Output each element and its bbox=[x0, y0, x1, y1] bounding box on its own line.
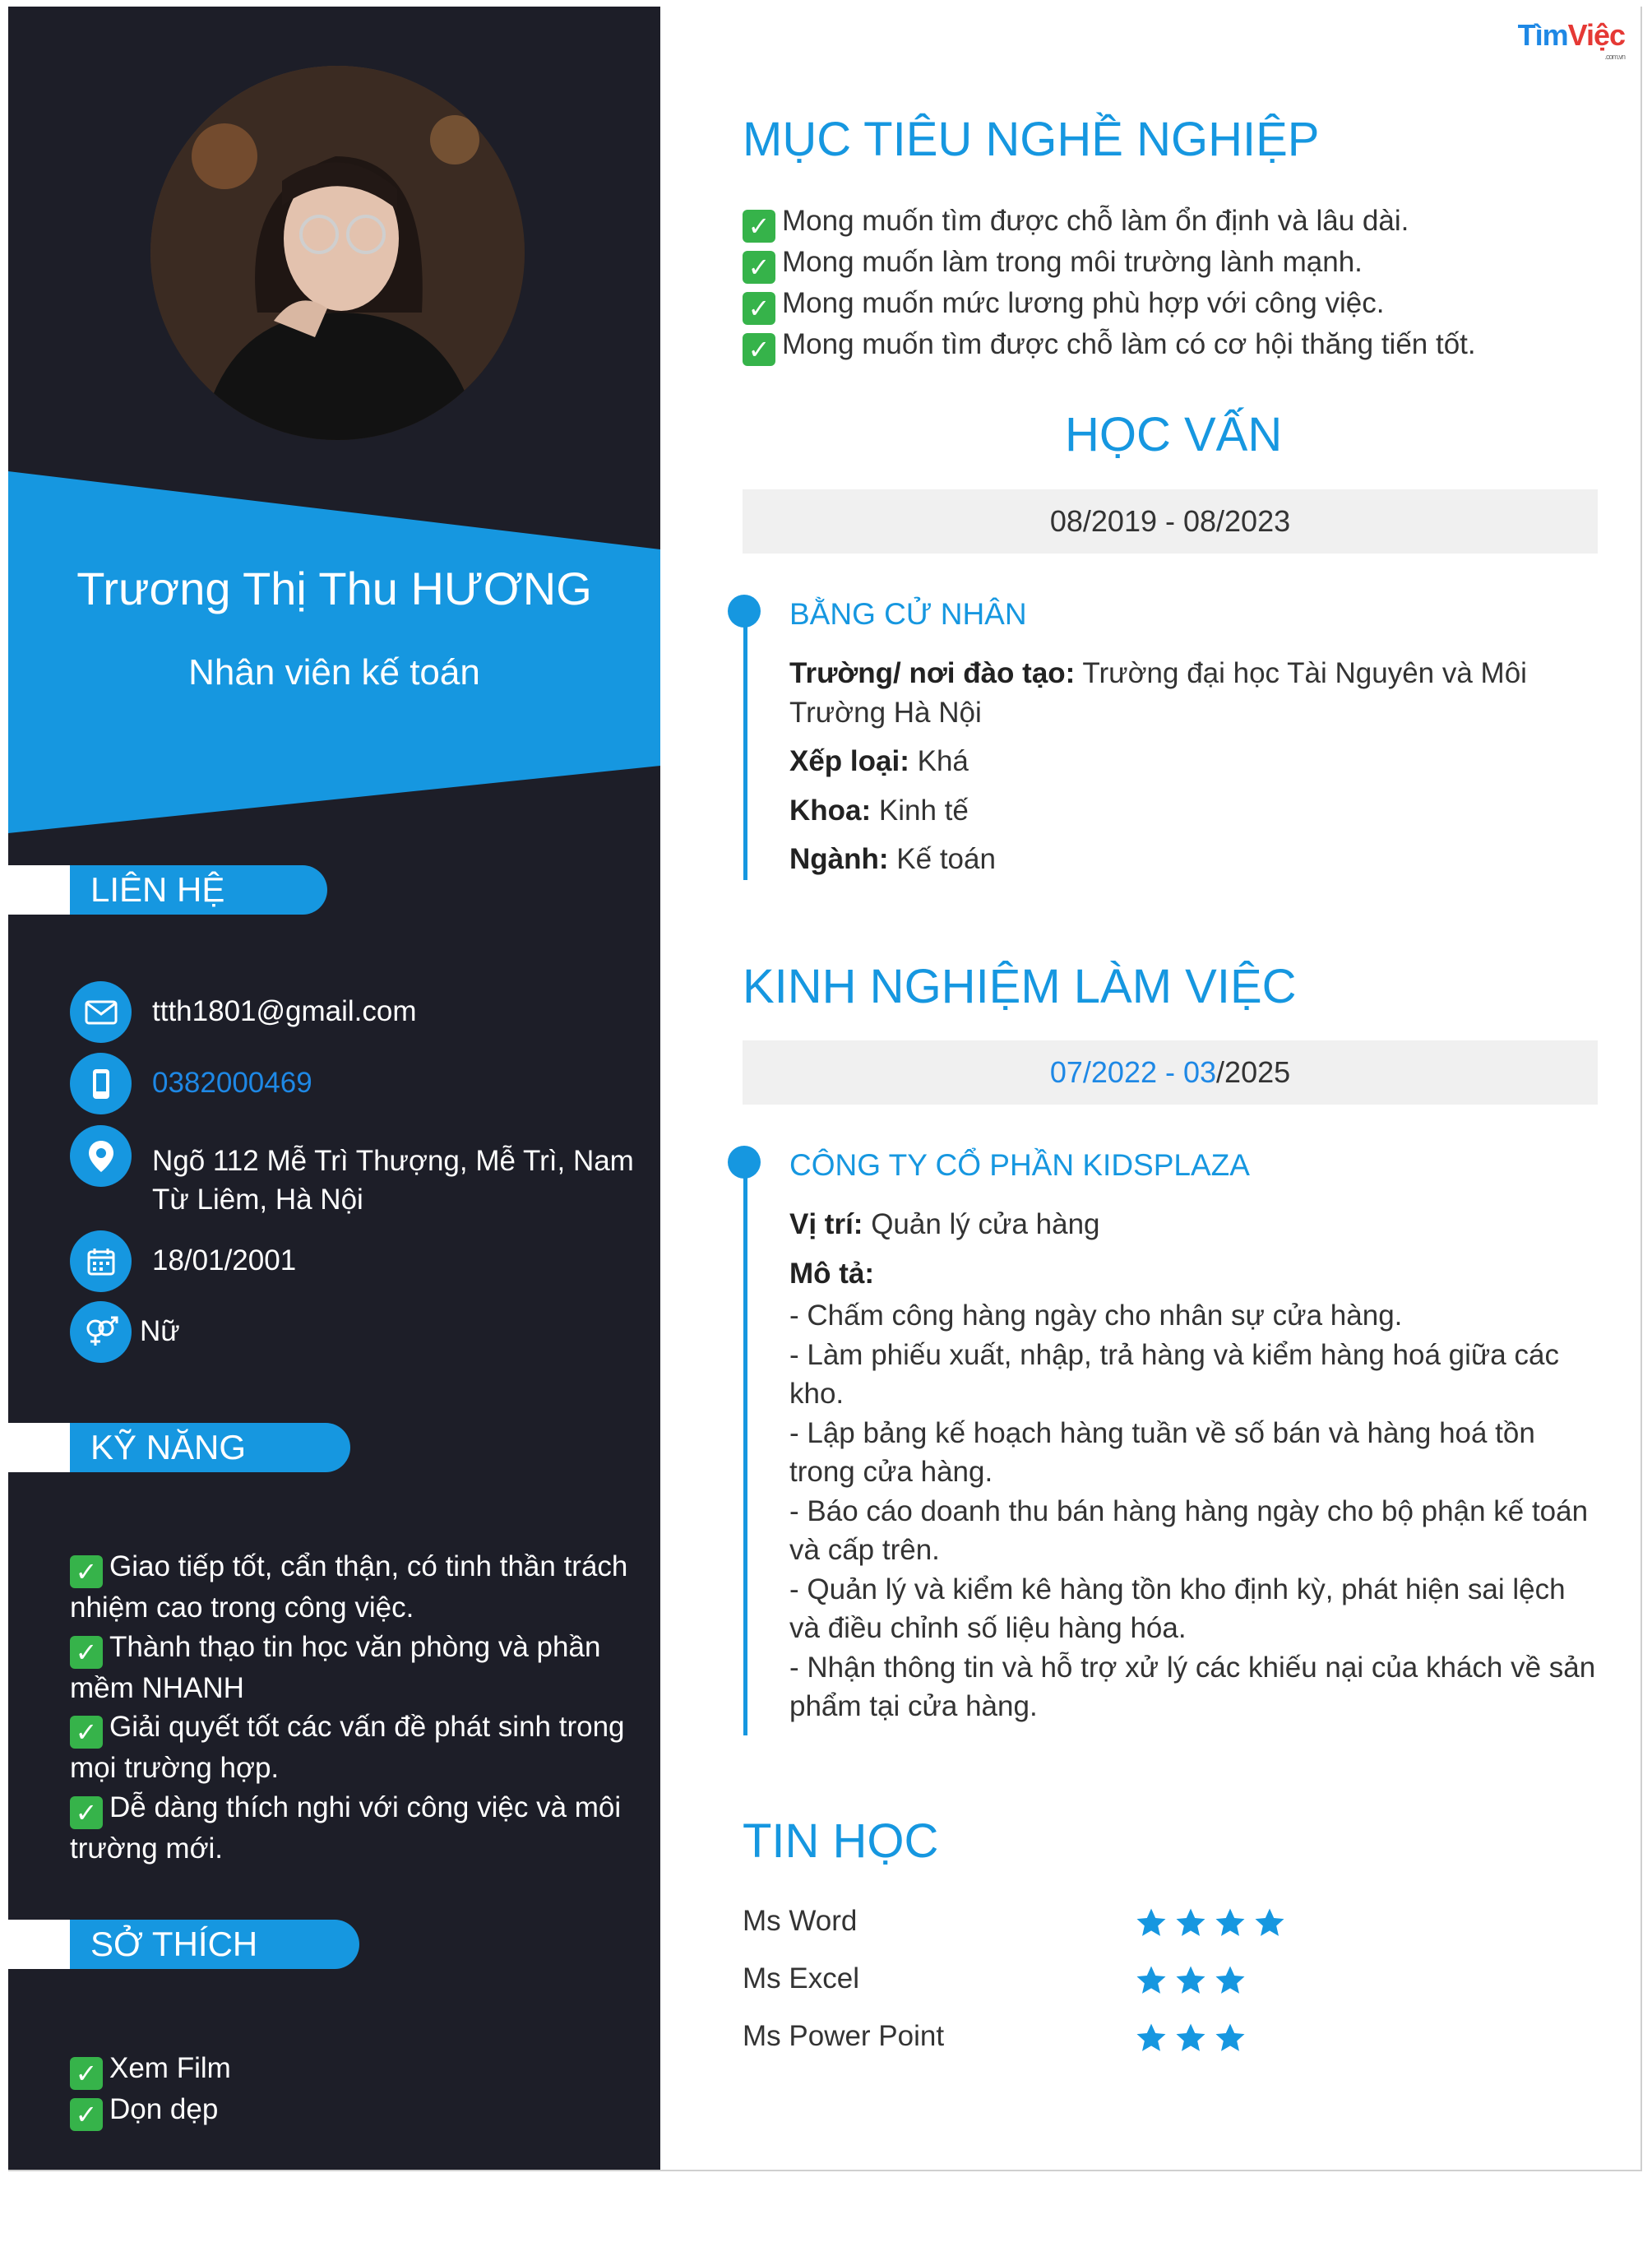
star-icon bbox=[1135, 1906, 1168, 1939]
section-contact-header bbox=[8, 865, 327, 915]
experience-company: CÔNG TY CỔ PHẦN KIDSPLAZA bbox=[789, 1148, 1250, 1182]
education-school: Trường đại học Tài Nguyên và Môi Trường Hà Nội bbox=[789, 657, 1527, 729]
contact-address-line1: Ngõ 112 Mễ Trì Thượng, Mễ Trì, Nam bbox=[152, 1145, 634, 1177]
it-skill-row bbox=[743, 2020, 944, 2053]
education-details: Trường/ nơi đào tạo: Trường đại học Tài Nguyên và Môi Trường Hà Nội Xếp loại: Khá Khoa: Kinh tế Ngành: Kế toán bbox=[789, 657, 1527, 875]
profile-photo bbox=[150, 66, 525, 440]
duty-item: - Chấm công hàng ngày cho nhân sự cửa hàng. bbox=[789, 1300, 1403, 1332]
star-icon bbox=[1174, 1906, 1207, 1939]
skills-list bbox=[70, 1547, 646, 1868]
calendar-icon bbox=[70, 1230, 132, 1292]
objective-item: ✓ Mong muốn mức lương phù hợp với công việc. bbox=[743, 284, 1476, 325]
check-icon: ✓ bbox=[70, 1716, 103, 1749]
contact-address-line2: Từ Liêm, Hà Nội bbox=[152, 1184, 363, 1216]
mail-icon bbox=[70, 981, 132, 1043]
it-skill-row bbox=[743, 1962, 859, 1995]
gender-icon bbox=[70, 1301, 132, 1363]
hobby-item: ✓ Dọn dẹp bbox=[70, 2090, 231, 2131]
skill-item: ✓ Giao tiếp tốt, cẩn thận, có tinh thần trách nhiệm cao trong công việc. bbox=[70, 1550, 628, 1624]
section-objective-title: MỤC TIÊU NGHỀ NGHIỆP bbox=[743, 113, 1320, 166]
experience-position: Quản lý cửa hàng bbox=[871, 1208, 1100, 1240]
skill-item: ✓ Thành thạo tin học văn phòng và phần mềm NHANH bbox=[70, 1630, 601, 1704]
candidate-job-title: Nhân viên kế toán bbox=[188, 652, 480, 693]
section-skills-title: KỸ NĂNG bbox=[90, 1428, 247, 1466]
it-skill-name: Ms Word bbox=[743, 1905, 858, 1937]
star-icon bbox=[1174, 1964, 1207, 1997]
star-icon bbox=[1135, 2022, 1168, 2055]
location-pin-icon bbox=[70, 1125, 132, 1187]
experience-duties bbox=[789, 1296, 1603, 1726]
check-icon: ✓ bbox=[70, 1636, 103, 1669]
star-icon bbox=[1135, 1964, 1168, 1997]
star-icon bbox=[1214, 1964, 1247, 1997]
hobbies-list bbox=[70, 2049, 231, 2131]
contact-gender: Nữ bbox=[140, 1315, 180, 1347]
duty-item: - Lập bảng kế hoạch hàng tuần về số bán và hàng hoá tồn trong cửa hàng. bbox=[789, 1416, 1535, 1488]
check-icon: ✓ bbox=[70, 1796, 103, 1829]
section-it-title: TIN HỌC bbox=[743, 1814, 939, 1868]
contact-phone[interactable]: 0382000469 bbox=[152, 1067, 312, 1099]
it-skill-rating bbox=[1135, 1964, 1247, 1997]
star-icon bbox=[1253, 1906, 1286, 1939]
check-icon: ✓ bbox=[743, 210, 775, 243]
check-icon: ✓ bbox=[743, 292, 775, 325]
section-experience-title: KINH NGHIỆM LÀM VIỆC bbox=[743, 960, 1297, 1013]
contact-dob: 18/01/2001 bbox=[152, 1244, 297, 1276]
skill-item: ✓ Giải quyết tốt các vấn đề phát sinh trong mọi trường hợp. bbox=[70, 1711, 625, 1784]
section-contact-title: LIÊN HỆ bbox=[90, 870, 225, 909]
section-skills-header bbox=[8, 1423, 350, 1472]
education-rank: Khá bbox=[917, 745, 969, 777]
section-hobbies-title: SỞ THÍCH bbox=[90, 1925, 258, 1963]
it-skill-row bbox=[743, 1905, 857, 1938]
skill-item: ✓ Dễ dàng thích nghi với công việc và môi trường mới. bbox=[70, 1791, 622, 1865]
sidebar bbox=[8, 7, 660, 2170]
section-education-title: HỌC VẤN bbox=[1065, 408, 1283, 461]
star-icon bbox=[1214, 1906, 1247, 1939]
duty-item: - Nhận thông tin và hỗ trợ xử lý các khiếu nại của khách về sản phẩm tại cửa hàng. bbox=[789, 1651, 1596, 1722]
experience-details: Vị trí: Quản lý cửa hàng Mô tả: - Chấm công hàng ngày cho nhân sự cửa hàng. - Làm phiếu xuất, nhập, trả hàng và kiểm hàng hoá giữa các kho. - Lập bảng kế hoạch hàng tuần về số bán và hàng hoá tồn trong cửa hàng. - Báo cáo doanh thu bán hàng hàng ngày cho bộ phận kế toán và cấp trên. - Quản lý và kiểm kê hàng tồn kho định kỳ, phát hiện sai lệch và điều chỉnh số liệu hàng hóa. - Nhận thông tin và hỗ trợ xử lý các khiếu nại của khách về sản phẩm tại cửa hàng. bbox=[789, 1205, 1603, 1726]
objective-item: ✓ Mong muốn tìm được chỗ làm ổn định và lâu dài. bbox=[743, 202, 1476, 243]
duty-item: - Quản lý và kiểm kê hàng tồn kho định kỳ, phát hiện sai lệch và điều chỉnh số liệu hàng hóa. bbox=[789, 1573, 1566, 1644]
check-icon: ✓ bbox=[70, 2098, 103, 2131]
star-icon bbox=[1214, 2022, 1247, 2055]
education-faculty: Kinh tế bbox=[878, 794, 969, 827]
candidate-name: Trương Thị Thu HƯƠNG bbox=[76, 563, 592, 614]
education-timeline-dot bbox=[728, 595, 761, 628]
hobby-item: ✓ Xem Film bbox=[70, 2049, 231, 2090]
duty-item: - Làm phiếu xuất, nhập, trả hàng và kiểm hàng hoá giữa các kho. bbox=[789, 1338, 1559, 1410]
star-icon bbox=[1174, 2022, 1207, 2055]
duty-item: - Báo cáo doanh thu bán hàng hàng ngày cho bộ phận kế toán và cấp trên. bbox=[789, 1494, 1589, 1566]
it-skill-rating bbox=[1135, 1906, 1286, 1939]
check-icon: ✓ bbox=[70, 2057, 103, 2090]
check-icon: ✓ bbox=[70, 1555, 103, 1588]
experience-timeline-dot bbox=[728, 1146, 761, 1179]
objective-item: ✓ Mong muốn làm trong môi trường lành mạnh. bbox=[743, 243, 1476, 284]
phone-icon bbox=[70, 1053, 132, 1114]
experience-timeline-line bbox=[743, 1160, 747, 1735]
section-hobbies-header bbox=[8, 1920, 359, 1969]
it-skill-rating bbox=[1135, 2022, 1247, 2055]
it-skill-name: Ms Power Point bbox=[743, 2020, 945, 2052]
education-degree: BẰNG CỬ NHÂN bbox=[789, 597, 1027, 631]
objective-item: ✓ Mong muốn tìm được chỗ làm có cơ hội thăng tiến tốt. bbox=[743, 325, 1476, 366]
objective-list bbox=[743, 202, 1476, 366]
timviec-logo[interactable]: TìmViệc .com.vn bbox=[1517, 18, 1625, 61]
experience-period: 07/2022 - 03/2025 bbox=[743, 1040, 1598, 1105]
education-timeline-line bbox=[743, 609, 747, 880]
check-icon: ✓ bbox=[743, 251, 775, 284]
education-period: 08/2019 - 08/2023 bbox=[743, 489, 1598, 554]
contact-email[interactable]: ttth1801@gmail.com bbox=[152, 995, 417, 1027]
check-icon: ✓ bbox=[743, 333, 775, 366]
education-major: Kế toán bbox=[896, 843, 996, 875]
it-skill-name: Ms Excel bbox=[743, 1962, 859, 1995]
